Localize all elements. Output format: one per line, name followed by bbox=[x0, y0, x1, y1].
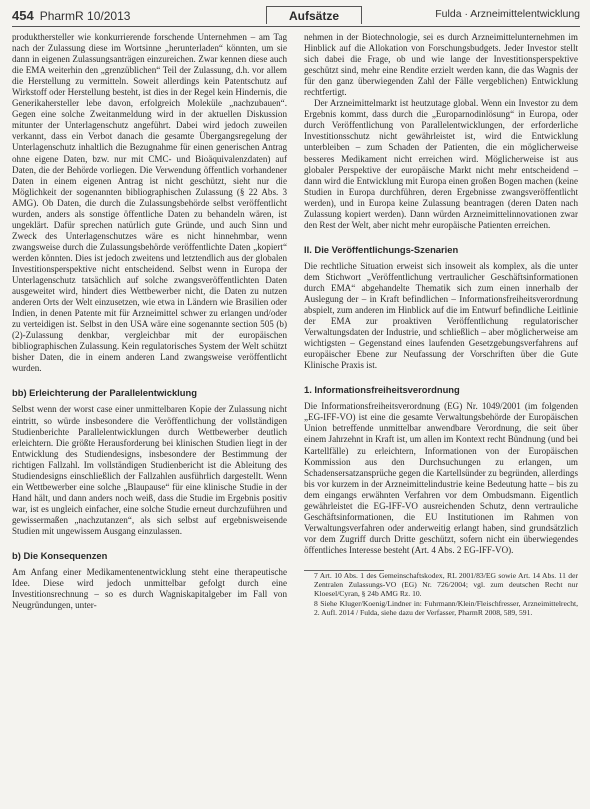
page-number: 454 bbox=[12, 8, 34, 23]
footnote-7: 7 Art. 10 Abs. 1 des Gemeinschaftskodex, RL 2001/83/EG sowie Art. 14 Abs. 11 der Zentralen Zulassungs-VO (EG) Nr. 726/2004; vgl. zum deutschen Recht nur Kloesel/Cyran, § 24b AMG Rz. 10. bbox=[314, 570, 578, 599]
right-paragraph-3: Die rechtliche Situation erweist sich insoweit als komplex, als die unter dem Stichwort „Veröffentlichung vertraulicher Geschäftsinformationen durch EMA“ abgehandelte Thematik sich zum einen innerhalb der Auslegung der – in Kraft befindlichen – Informationsfreiheitsverordnung abspielt, zum anderen im Hinblick auf die im Entwurf befindliche Leitlinie der EMA zur proaktiven Veröffentlichung regulatorischer Verwaltungsdaten der Industrie, und schließlich – aber möglicherweise am wichtigsten – Gegenstand eines laufenden Gesetzgebungsverfahrens auf europäischer Ebene zur Neufassung der Vorschriften über die Gute Klinische Praxis ist. bbox=[304, 260, 578, 371]
heading-ii: II. Die Veröffentlichungs-Szenarien bbox=[304, 243, 459, 255]
page-header bbox=[12, 6, 580, 27]
heading-1: 1. Informationsfreiheitsverordnung bbox=[304, 384, 460, 396]
footnote-8: 8 Siehe Kluger/Koenig/Lindner in: Fuhrmann/Klein/Fleischfresser, Arzneimittelrecht, 2. Aufl. 2014 / Fulda, siehe dazu der Verfasser, PharmR 2008, 589, 591. bbox=[314, 598, 578, 617]
right-column bbox=[304, 32, 578, 617]
left-column bbox=[12, 32, 287, 611]
page-header-left bbox=[12, 8, 130, 23]
right-paragraph-2: Der Arzneimittelmarkt ist heutzutage global. Wenn ein Investor zu dem Ergebnis kommt, dass durch die „Europarnodinlösung“ in Europa, oder durch Veröffentlichung von Parallelentwicklungen, der erforderliche Investitionsschutz nicht gewährleistet ist, wird die Entwicklung unterbleiben – zum Schaden der Patienten, die ein möglicherweise besseres Medikament nicht erreichen wird. Möglicherweise ist aus globaler Perspektive der europäische Markt nicht mehr entscheidend – dann wird die Entwicklung mit Europa einen großen Bogen machen (keine Studien in Europa durchführen, deren Ergebnisse zwangsveröffentlicht werden), und in Europa keine Zulassung beantragen (deren Daten nach Zulassung kopiert werden). Dann würden Arzneimittelinnovationen zwar den Rest der Welt, aber nicht mehr europäische Patienten erreichen. bbox=[304, 98, 578, 230]
running-title: Fulda · Arzneimittelentwicklung bbox=[435, 8, 580, 20]
heading-b: b) Die Konsequenzen bbox=[12, 550, 108, 562]
right-paragraph-4: Die Informationsfreiheitsverordnung (EG) Nr. 1049/2001 (im folgenden „EG-IFF-VO) ist eine die gesamte Verwaltungsbehörde der Europäischen Union betreffende unmittelbar anwendbare Verordnung, die seit über einem Jahrzehnt in Kraft ist, um allen im Kontext recht Bündnung (und bei Kartellfälle) zu erleichtern, Informationen von der Europäischen Kommission aus den Durchsuchungen zu erlangen, um Schadensersatzansprüche gegen die Kartellsünder zu begründen, allerdings bis vor kurzem in der Arzneimittelindustrie keine Bedeutung hatte – bis zu dem eingangs erwähnten Verfahren vor dem Ombudsmann. Eigentlich gewährleistet die EG-IFF-VO ausreichenden Schutz, denn vertrauliche Geschäftsinformationen, die EU Institutionen im Rahmen von Verwaltungsverfahren oder anderweitig erlangt haben, sind grundsätzlich vor dem Zugriff durch Dritte geschützt, sofern nicht ein überwiegendes öffentliches Interesse besteht (Art. 4 Abs. 2 EG-IFF-VO). bbox=[304, 401, 578, 555]
left-paragraph-1: produkthersteller wie konkurrierende forschende Unternehmen – am Tag nach der Zulassung diese im Wortsinne „herunterladen“ könnten, um sie dann in eigenen Zulassungsanträgen einzureichen. Zwar kennen diese auch die EMA weiterhin den „grenzüblichen“ Teil der Zulassung, d.h. vor allem die Herstellung zu vermitteln. Soweit allerdings kein Patentschutz auf Wirkstoff oder Herstellung besteht, ist dies in der Regel kein Hindernis, die Generikahersteller lebe davon, erfolgreich Moleküle „nachzubauen“. Gegen eine solche Zweitanmeldung wird in der aktuellen Diskussion mitunter der Unterlagenschutz angeführt. Dabei wird jedoch zuweilen verkannt, dass ein Verbot danach die gesamte Übergangsregelung der Unterlagenschutz inhaltlich die Bezugnahme für einen generischen Antrag ohne eigene Daten, bzw. nur mit CMC- und Bioäquivalenzdaten) auf Daten, die der Behörde vorliegen. Die Verwendung öffentlich vorhandener Daten in einem eigenen Antrag ist nicht geschützt, sieht nur die Möglichkeit der sogenannten bibliographischen Zulassung (§ 22 Abs. 3 AMG). Ob Daten, die durch die Zulassungsbehörde selbst veröffentlicht wurden, anders als sonstige öffentliche Daten zu behandeln wären, ist ungeklärt. Dafür sprechen natürlich gute Gründe, und auch Sinn und Zweck des Unterlagenschutzes wäre es nicht hinnehmbar, wenn zwangsweise durch die Zulassungsbehörde veröffentlichte Daten „kopiert“ werden könnten. Dies ist jedoch zweitens und letztendlich aus der globalen Investitionsperspektive nicht entscheidend. Selbst wenn in Europa der Unterlagenschutz tatsächlich auf solche zwangsveröffentlichten Daten ausgeweitet wird, hindert dies Wettbewerber nicht, die Daten zu nutzen anderen Orts der Welt einzusetzen, wie etwa in Ländern wie Brasilien oder Indien, in denen Patente mit für Arzneimittel schwer zu erlangen und/oder zu verteidigen ist. Selbst in den USA wäre eine sogenannte section 505 (b) (2)-Zulassung denkbar, vergleichbar mit der europäischen bibliographischen Zulassung. Kein regulatorisches System der Welt schützt bisher Daten, die in einem anderen Land zwangsweise veröffentlicht wurden. bbox=[12, 32, 287, 374]
right-paragraph-1: nehmen in der Biotechnologie, sei es durch Arzneimittelunternehmen im Hinblick auf die Allokation von Forschungsbudgets. Jeder Investor stellt sich dabei die Frage, ob und wie lange der Investitionsperspektive geschützt sind, mehr eine Rendite erzielt werden kann, die das Wagnis der für den ganz überwiegenden Zahl der Fälle vergeblichen) Entwicklung rechtfertigt. bbox=[304, 32, 578, 98]
journal-name: PharmR 10/2013 bbox=[39, 9, 131, 23]
section-tab: Aufsätze bbox=[266, 6, 362, 24]
left-paragraph-2: Selbst wenn der worst case einer unmittelbaren Kopie der Zulassung nicht eintritt, so würde insbesondere die Veröffentlichung der vollständigen Studienberichte Parallelentwicklungen durch Wettbewerber deutlich erleichtern. Die größte Herausforderung bei klinischen Studien liegt in der Entwicklung des Studiendesigns, insbesondere der Bestimmung der richtigen Fallzahl. Im vollständigen Studienbericht ist die Ableitung des Studiendesigns einschließlich der Fallzahlen ausführlich dargestellt. Wenn ein Wettbewerber eine solche „Blaupause“ für eine klinische Studie in der Hand hält, und dann anders noch weiß, dass die Studie im Ergebnis positiv war, ist es ungleich einfacher, eine solche Studie erneut durchzuführen und gewissermaßen „nachzutanzen“, als sich selbst auf ergebnisweisende Studien mit ungewissem Ausgang einzulassen. bbox=[12, 404, 287, 536]
left-paragraph-3: Am Anfang einer Medikamentenentwicklung steht eine therapeutische Idee. Diese wird jedoch unmittelbar gefolgt durch eine Investitionsrechnung – so es durch Wagniskapitalgeber im Fall von Neugründungen, unter- bbox=[12, 567, 287, 611]
heading-bb: bb) Erleichterung der Parallelentwicklung bbox=[12, 387, 197, 399]
